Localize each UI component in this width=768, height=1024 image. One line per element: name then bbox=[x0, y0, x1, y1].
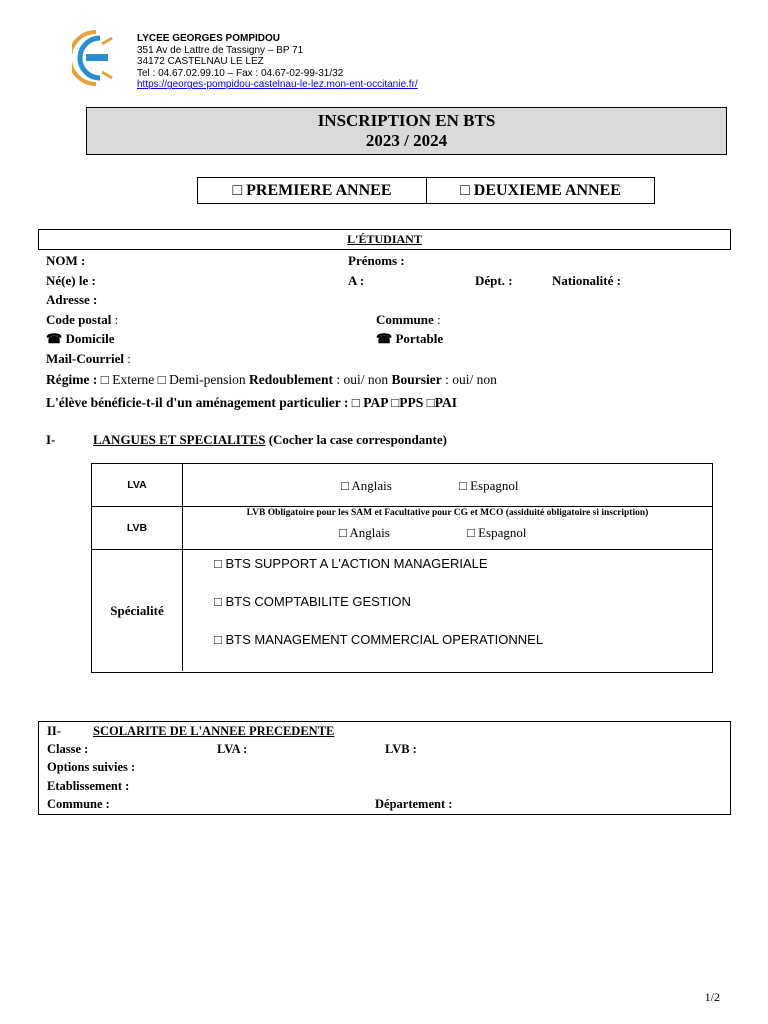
lvb-options bbox=[183, 507, 712, 549]
classe-field[interactable]: Classe : bbox=[47, 742, 89, 756]
second-year-checkbox[interactable]: □ DEUXIEME ANNEE bbox=[460, 181, 621, 199]
school-website-link[interactable]: https://georges-pompidou-castelnau-le-lez.mon-ent-occitanie.fr/ bbox=[137, 79, 418, 91]
section2-number: II- bbox=[47, 724, 61, 738]
postal-code-colon: : bbox=[111, 312, 119, 327]
redoublement-label: Redoublement bbox=[249, 372, 334, 387]
lva-options bbox=[183, 464, 712, 506]
home-phone-field[interactable]: ☎ Domicile bbox=[46, 331, 115, 346]
specialite-options bbox=[183, 550, 712, 671]
lva-anglais-checkbox[interactable]: □ Anglais bbox=[341, 478, 392, 493]
school-header bbox=[137, 33, 418, 91]
regime-options[interactable]: □ Externe □ Demi-pension bbox=[97, 372, 250, 387]
section1-title: LANGUES ET SPECIALITES bbox=[93, 432, 266, 447]
regime-label: Régime : bbox=[46, 372, 98, 387]
options-field[interactable]: Options suivies : bbox=[47, 760, 136, 774]
lva-row bbox=[92, 464, 712, 507]
section1-heading bbox=[93, 432, 447, 448]
dept-field[interactable]: Dépt. : bbox=[475, 273, 513, 288]
lva-espagnol-checkbox[interactable]: □ Espagnol bbox=[459, 478, 519, 493]
lva-label: LVA bbox=[92, 464, 183, 506]
email-label: Mail-Courriel bbox=[46, 351, 124, 366]
section2-title: SCOLARITE DE L'ANNEE PRECEDENTE bbox=[93, 724, 335, 738]
page-number: 1/2 bbox=[704, 990, 720, 1004]
prev-commune-field[interactable]: Commune : bbox=[47, 797, 110, 811]
etablissement-field[interactable]: Etablissement : bbox=[47, 779, 130, 793]
specialite-row bbox=[92, 550, 712, 671]
departement-field[interactable]: Département : bbox=[375, 797, 453, 811]
birthdate-field[interactable]: Né(e) le : bbox=[46, 273, 96, 288]
specialite-option-sam[interactable]: □ BTS SUPPORT A L'ACTION MANAGERIALE bbox=[214, 556, 488, 571]
amenagement-row[interactable]: L'élève bénéficie-t-il d'un aménagement particulier : □ PAP □PPS □PAI bbox=[46, 395, 458, 410]
specialite-option-cg[interactable]: □ BTS COMPTABILITE GESTION bbox=[214, 594, 411, 609]
school-address-line1: 351 Av de Lattre de Tassigny – BP 71 bbox=[137, 44, 304, 56]
address-field[interactable]: Adresse : bbox=[46, 292, 98, 307]
school-logo bbox=[72, 24, 120, 92]
email-colon: : bbox=[123, 351, 131, 366]
commune-label: Commune bbox=[376, 312, 434, 327]
student-heading-text: L'ÉTUDIANT bbox=[347, 232, 422, 246]
form-title: INSCRIPTION EN BTS bbox=[317, 111, 496, 130]
section1-subtitle: (Cocher la case correspondante) bbox=[265, 432, 447, 447]
regime-row bbox=[46, 372, 497, 388]
prev-lva-field[interactable]: LVA : bbox=[217, 742, 248, 756]
form-year: 2023 / 2024 bbox=[365, 131, 448, 150]
prev-lvb-field[interactable]: LVB : bbox=[385, 742, 417, 756]
redoublement-options[interactable]: : oui/ non bbox=[333, 372, 392, 387]
first-year-checkbox[interactable]: □ PREMIERE ANNEE bbox=[198, 178, 427, 203]
lvb-label: LVB bbox=[92, 507, 183, 549]
student-section-heading bbox=[38, 229, 731, 250]
boursier-options[interactable]: : oui/ non bbox=[441, 372, 497, 387]
year-selection bbox=[197, 177, 655, 204]
section1-number: I- bbox=[46, 432, 56, 447]
specialite-label: Spécialité bbox=[92, 550, 183, 671]
lvb-espagnol-checkbox[interactable]: □ Espagnol bbox=[467, 525, 527, 540]
postal-code-field[interactable] bbox=[46, 312, 118, 328]
mobile-phone-field[interactable]: ☎ Portable bbox=[376, 331, 444, 346]
lvb-note: LVB Obligatoire pour les SAM et Facultative pour CG et MCO (assiduité obligatoire si inscription) bbox=[246, 508, 649, 518]
school-phone: Tel : 04.67.02.99.10 – Fax : 04.67-02-99-31/32 bbox=[137, 67, 344, 79]
languages-specialities-table bbox=[91, 463, 713, 673]
school-address-line2: 34172 CASTELNAU LE LEZ bbox=[137, 56, 264, 68]
previous-year-section bbox=[38, 721, 731, 815]
boursier-label: Boursier bbox=[391, 372, 442, 387]
school-name: LYCEE GEORGES POMPIDOU bbox=[137, 33, 280, 44]
specialite-option-mco[interactable]: □ BTS MANAGEMENT COMMERCIAL OPERATIONNEL bbox=[214, 632, 544, 647]
title-box bbox=[86, 107, 727, 155]
commune-field[interactable] bbox=[376, 312, 441, 328]
birthplace-field[interactable]: A : bbox=[348, 273, 365, 288]
nationality-field[interactable]: Nationalité : bbox=[552, 273, 621, 288]
prenoms-field[interactable]: Prénoms : bbox=[348, 253, 405, 268]
nom-field[interactable]: NOM : bbox=[46, 253, 86, 268]
commune-colon: : bbox=[433, 312, 441, 327]
email-field[interactable] bbox=[46, 351, 131, 367]
lvb-row bbox=[92, 507, 712, 550]
lvb-anglais-checkbox[interactable]: □ Anglais bbox=[339, 525, 390, 540]
postal-code-label: Code postal bbox=[46, 312, 112, 327]
